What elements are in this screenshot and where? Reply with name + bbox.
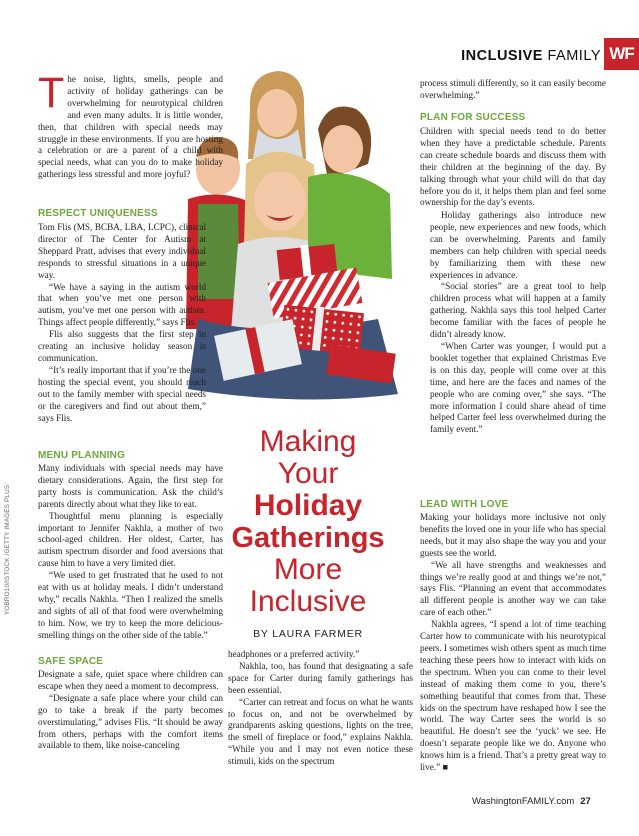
- heading-menu-planning: MENU PLANNING: [38, 450, 126, 461]
- title-line-your: Your: [277, 457, 339, 490]
- paragraph: process stimuli differently, so it can easily become overwhelming.”: [420, 78, 606, 100]
- wf-logo: WF: [604, 38, 639, 70]
- intro-text: he noise, lights, smells, people and activity of holiday gatherings can be overwhelming for neurotypical children and even many adults. It is little wonder, then, that children with special needs may struggle in these environments. If you are hosting a celebration or are a parent of a child with special needs, what can you do to make holiday gatherings less stressful and more joyful?: [38, 74, 223, 180]
- plan-for-success-body-2: [430, 210, 606, 436]
- menu-planning-body: [38, 463, 223, 642]
- paragraph: Many individuals with special needs may have dietary considerations. Again, the first step for party hosts is communication. Ask the child’s parents directly about what they like to eat.: [38, 463, 223, 509]
- heading-plan-for-success: PLAN FOR SUCCESS: [420, 112, 526, 123]
- paragraph: “Designate a safe place where your child can go to take a break if the party becomes overstimulating,” advises Flis. “It should be away from others, perhaps with the comfort items available to them, like noise-canceling: [38, 692, 223, 751]
- respect-uniqueness-body: [38, 222, 206, 424]
- paragraph: Tom Flis (MS, BCBA, LBA, LCPC), clinical director of The Center for Autism at Sheppard Pratt, advises that every individual responds to stressful situations in a unique way.: [38, 222, 206, 280]
- end-mark-icon: ■: [442, 762, 449, 773]
- title-line-gatherings: Gatherings: [231, 522, 385, 554]
- plan-for-success-body-1: [420, 126, 606, 209]
- page-footer: [472, 796, 591, 807]
- paragraph: “Social stories” are a great tool to help children process what will happen at a family gathering. Nakhla says this tool helped Carter become familiar with the faces of people he didn’t already know.: [430, 281, 606, 340]
- title-line-more: More: [273, 553, 343, 586]
- paragraph: [420, 619, 606, 774]
- paragraph: “We have a saying in the autism world that when you’ve met one person with autism, you’ve met one person with autism. Things affect people differently,” says Flis.: [38, 281, 206, 328]
- paragraph: Flis also suggests that the first step in creating an inclusive holiday season is communication.: [38, 329, 206, 363]
- heading-respect-uniqueness: RESPECT UNIQUENESS: [38, 208, 158, 219]
- photo-credit: YOBRO10/ISTOCK /GETTY IMAGES PLUS: [4, 484, 11, 615]
- right-column-lead-in: [420, 78, 606, 102]
- byline: BY LAURA FARMER: [253, 628, 363, 640]
- middle-column-body: [228, 649, 413, 768]
- section-name-light: FAMILY: [547, 48, 601, 64]
- section-masthead: [461, 48, 601, 64]
- title-line-inclusive: Inclusive: [249, 585, 367, 618]
- intro-paragraph: [38, 69, 223, 181]
- page-number: 27: [580, 796, 591, 807]
- heading-safe-space: SAFE SPACE: [38, 656, 104, 667]
- closing-text: Nakhla agrees, “I spend a lot of time teaching Carter how to communicate with his neurotypical peers. I sometimes wish others spent as much time teaching these peers how to interact with kids on the spectrum. When you can come to their level instead of making them come to you, there’s something beautiful that comes from that. These kids on the spectrum have reshaped how I see the world. The way Carter sees the world is so beautiful. He doesn’t see the ‘yuck’ we see. He doesn’t separate people like we do. Anyone who knows him is a friend. That’s a pretty great way to live.”: [420, 619, 607, 773]
- paragraph: Making your holidays more inclusive not only benefits the loved one in your life who has special needs, but it may also shape the way you and your guests see the world.: [420, 512, 606, 558]
- paragraph: “We all have strengths and weaknesses and things we’re really good at and things we’re not,” says Flis. “Planning an event that accommodates all different people is another way we can take care of each other.”: [420, 559, 606, 618]
- title-line-holiday: Holiday: [253, 489, 363, 522]
- paragraph: “It’s really important that if you’re the one hosting the special event, you should reach out to the family member with special needs or the caregivers and find out about them,” says Flis.: [38, 364, 206, 423]
- paragraph: Children with special needs tend to do better when they have a predictable schedule. Parents can create schedule boards and discuss them with their children at the beginning of the day. By talking through what your child will do that day before you do it, it helps them plan and feel some ownership for the day’s events.: [420, 126, 606, 208]
- paragraph: headphones or a preferred activity.”: [228, 649, 360, 659]
- title-line-making: Making: [259, 425, 357, 458]
- paragraph: Nakhla, too, has found that designating a safe space for Carter during family gatherings has been essential.: [228, 660, 413, 695]
- safe-space-body: [38, 669, 223, 752]
- paragraph: Holiday gatherings also introduce new people, new experiences and new foods, which can be overwhelming. Parents and family members can help children with special needs by familiarizing them with these new experiences in advance.: [430, 210, 606, 280]
- lead-with-love-body: [420, 512, 606, 774]
- paragraph: Thoughtful menu planning is especially important to Jennifer Nakhla, a mother of two school-aged children. Her oldest, Carter, has autism spectrum disorder and food aversions that cause him to have a very limited diet.: [38, 510, 223, 569]
- website-link[interactable]: WashingtonFAMILY.com: [472, 796, 575, 807]
- paragraph: “Carter can retreat and focus on what he wants to focus on, and not be overwhelmed by grandparents asking questions, lights on the tree, the smell of fireplace or food,” explains Nakhla. “While you and I may not even notice these stimuli, kids on the spectrum: [228, 696, 413, 767]
- section-name-bold: INCLUSIVE: [461, 48, 543, 64]
- heading-lead-with-love: LEAD WITH LOVE: [420, 499, 509, 510]
- paragraph: “We used to get frustrated that he used to not eat with us at holiday meals. I didn’t understand why,” recalls Nakhla. “Then I realized the smells and sights of all of that food were overwhelming to him. Now, we try to keep the more delicious-smelling things on the other side of the table.”: [38, 570, 223, 640]
- drop-cap: T: [38, 69, 65, 117]
- paragraph: Designate a safe, quiet space where children can escape when they need a moment to decompress.: [38, 669, 223, 691]
- paragraph: “When Carter was younger, I would put a booklet together that explained Christmas Eve is on this day, people will come over at this time, and here are the faces and names of the people who are coming over,” she says. “The more information I could share ahead of time helped Carter feel less overwhelmed during the family event.”: [430, 340, 606, 435]
